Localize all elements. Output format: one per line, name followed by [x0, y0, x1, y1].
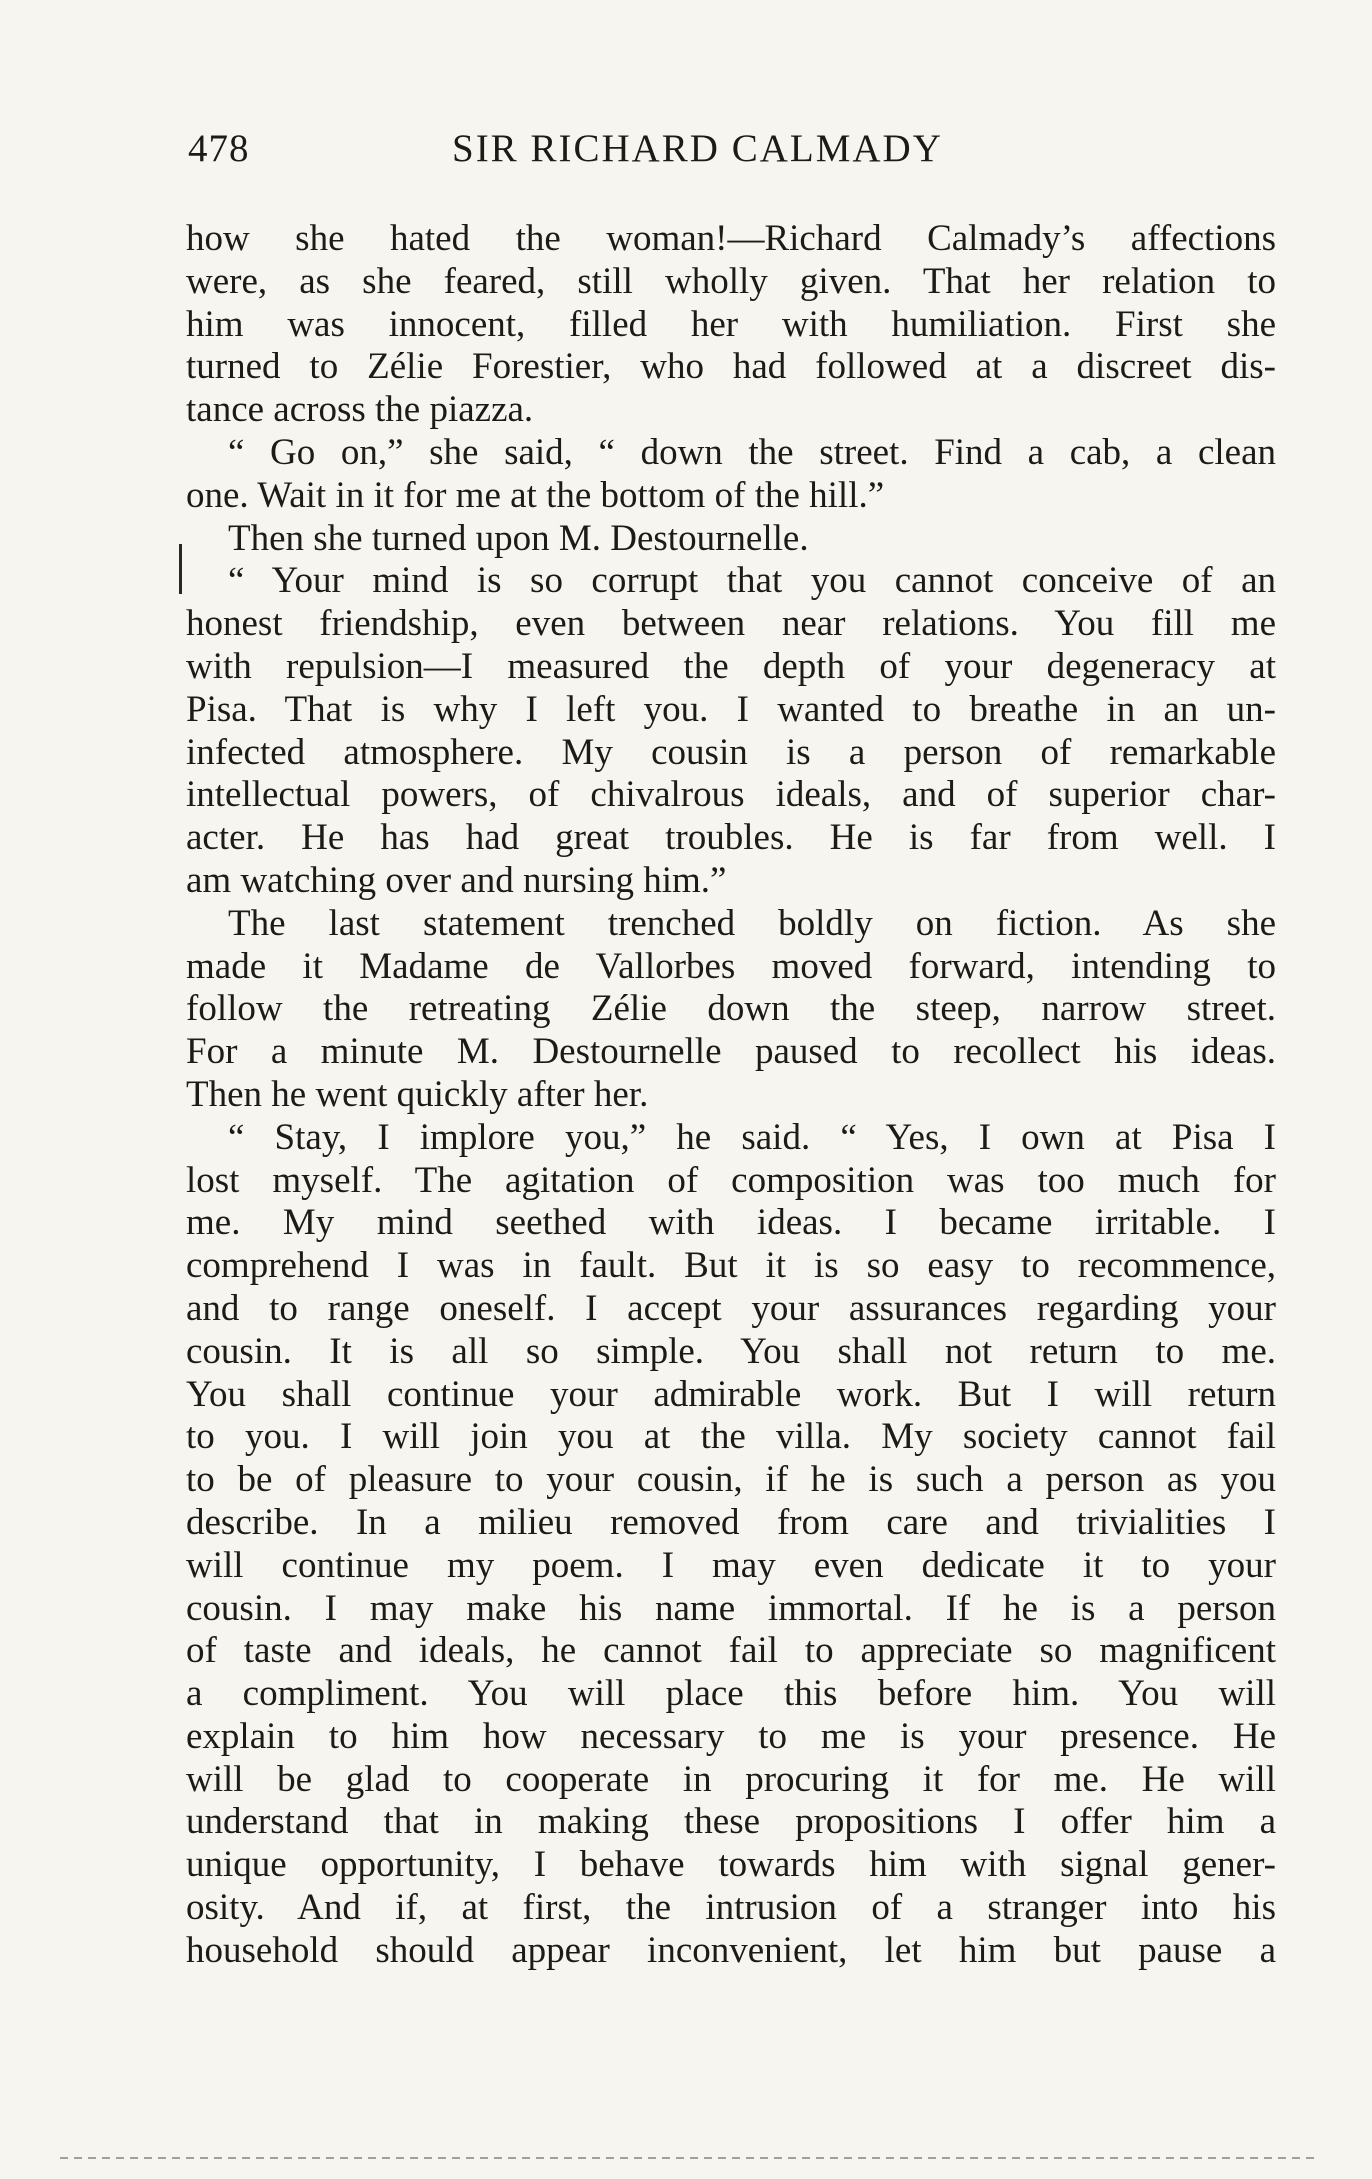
text-line: explain to him how necessary to me is your presence. He: [186, 1715, 1276, 1757]
text-line: Pisa. That is why I left you. I wanted to breathe in an un-: [186, 688, 1276, 730]
text-line: a compliment. You will place this before him. You will: [186, 1673, 1276, 1715]
text-line: infected atmosphere. My cousin is a person of remarkable: [186, 731, 1276, 773]
bottom-scan-edge: [60, 2157, 1320, 2159]
text-line: lost myself. The agitation of composition was too much for: [186, 1159, 1276, 1201]
text-line: him was innocent, filled her with humiliation. First she: [186, 303, 1276, 345]
text-line: The last statement trenched boldly on fiction. As she: [228, 902, 1276, 944]
text-line: describe. In a milieu removed from care and trivialities I: [186, 1501, 1276, 1543]
text-line: tance across the piazza.: [186, 389, 534, 431]
text-line: will be glad to cooperate in procuring it for me. He will: [186, 1758, 1276, 1800]
text-line: Then he went quickly after her.: [186, 1073, 649, 1115]
text-line: Then she turned upon M. Destournelle.: [228, 517, 809, 559]
running-title: SIR RICHARD CALMADY: [452, 127, 943, 170]
text-line: of taste and ideals, he cannot fail to appreciate so magnificent: [186, 1630, 1276, 1672]
text-line: were, as she feared, still wholly given. That her relation to: [186, 260, 1276, 302]
text-line: cousin. It is all so simple. You shall not return to me.: [186, 1330, 1276, 1372]
text-line: and to range oneself. I accept your assurances regarding your: [186, 1287, 1276, 1329]
body-text: [186, 218, 1276, 1973]
text-line: You shall continue your admirable work. But I will return: [186, 1373, 1276, 1415]
text-line: understand that in making these propositions I offer him a: [186, 1801, 1276, 1843]
text-line: acter. He has had great troubles. He is far from well. I: [186, 817, 1276, 859]
text-line: to you. I will join you at the villa. My society cannot fail: [186, 1416, 1276, 1458]
text-line: “ Stay, I implore you,” he said. “ Yes, I own at Pisa I: [228, 1116, 1276, 1158]
text-line: with repulsion—I measured the depth of your degeneracy at: [186, 645, 1276, 687]
text-line: will continue my poem. I may even dedicate it to your: [186, 1544, 1276, 1586]
text-line: how she hated the woman!—Richard Calmady’s affections: [186, 218, 1276, 259]
text-line: made it Madame de Vallorbes moved forward, intending to: [186, 945, 1276, 987]
text-line: intellectual powers, of chivalrous ideals, and of superior char-: [186, 774, 1276, 816]
page-number: 478: [188, 127, 250, 170]
text-line: household should appear inconvenient, let him but pause a: [186, 1929, 1276, 1971]
text-line: turned to Zélie Forestier, who had followed at a discreet dis-: [186, 346, 1276, 388]
text-line: For a minute M. Destournelle paused to recollect his ideas.: [186, 1031, 1276, 1073]
text-line: one. Wait in it for me at the bottom of the hill.”: [186, 474, 885, 516]
text-line: unique opportunity, I behave towards him with signal gener-: [186, 1844, 1276, 1886]
text-line: “ Your mind is so corrupt that you cannot conceive of an: [228, 560, 1276, 602]
margin-pencil-mark: [179, 544, 182, 594]
text-line: “ Go on,” she said, “ down the street. Find a cab, a clean: [228, 431, 1276, 473]
text-line: to be of pleasure to your cousin, if he is such a person as you: [186, 1459, 1276, 1501]
text-line: comprehend I was in fault. But it is so easy to recommence,: [186, 1245, 1276, 1287]
page-header: [188, 126, 1188, 186]
text-line: follow the retreating Zélie down the steep, narrow street.: [186, 988, 1276, 1030]
text-line: am watching over and nursing him.”: [186, 859, 727, 901]
text-line: cousin. I may make his name immortal. If he is a person: [186, 1587, 1276, 1629]
text-line: osity. And if, at first, the intrusion of a stranger into his: [186, 1887, 1276, 1929]
text-line: honest friendship, even between near relations. You fill me: [186, 603, 1276, 645]
text-line: me. My mind seethed with ideas. I became irritable. I: [186, 1202, 1276, 1244]
